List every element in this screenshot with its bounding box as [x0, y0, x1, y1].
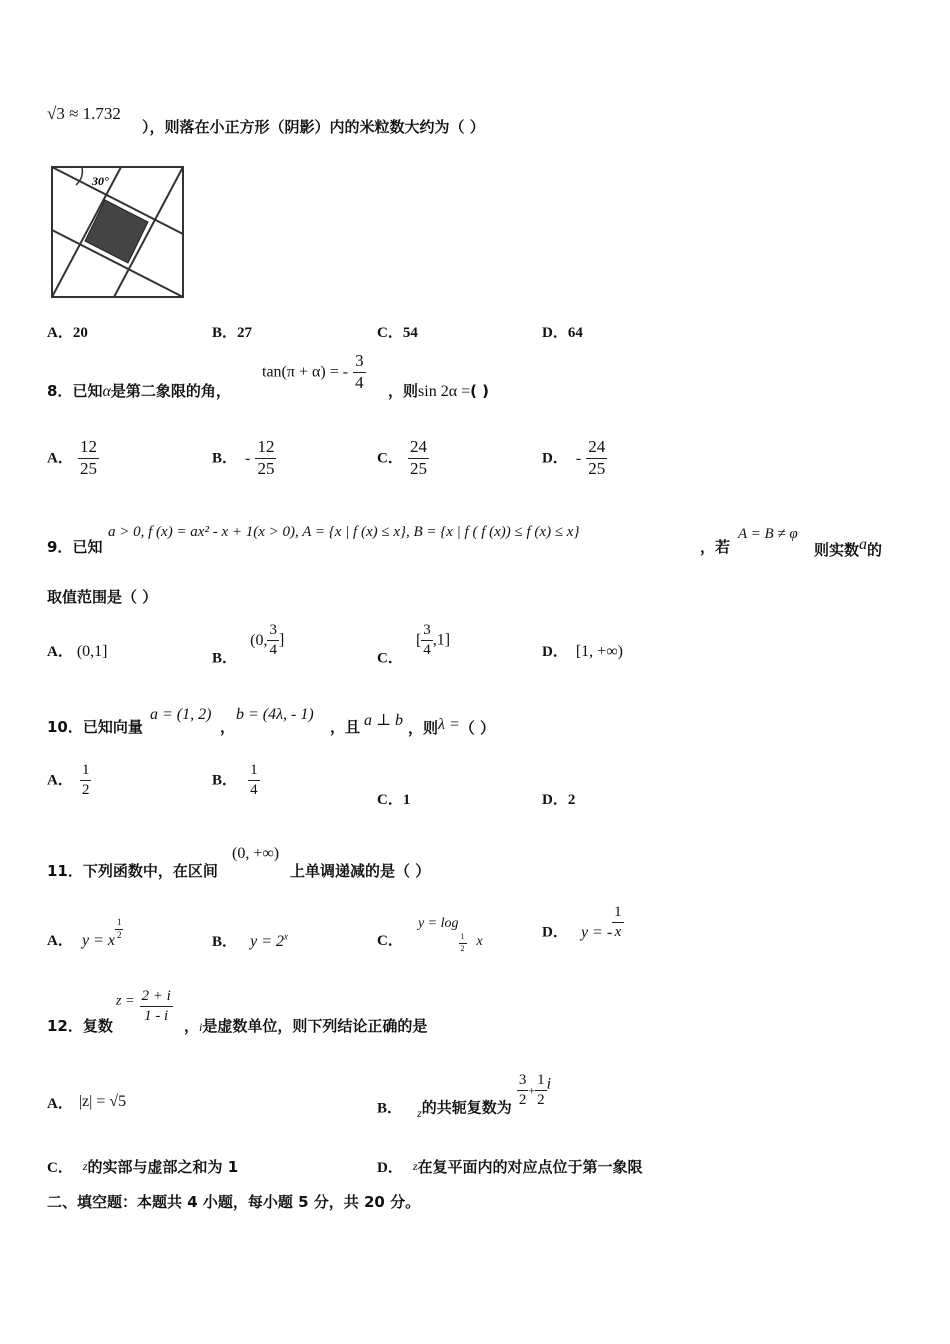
- q8-option-c[interactable]: C． $\frac{24}{25}$: [377, 437, 427, 478]
- q10-and: ，且: [330, 718, 361, 736]
- section-2-title: 二、填空题：本题共 4 小题，每小题 5 分，共 20 分。: [47, 1193, 421, 1211]
- q10-ask: ，则λ =（ ）: [408, 716, 495, 737]
- q11-option-c[interactable]: C． y = log $\frac{1}{2}$ x: [377, 916, 483, 953]
- q10-option-c[interactable]: C．1: [377, 792, 411, 808]
- q12-stem-lead: 12．复数: [47, 1017, 113, 1035]
- q8-given: tan(π + α) = - $\frac{3}{4}$: [262, 351, 364, 392]
- q10-option-a[interactable]: A． $\frac{1}{2}$: [47, 762, 90, 798]
- q9-stem-tail: 则实数a的: [814, 536, 883, 559]
- q9-stem-if: ，若: [700, 538, 731, 556]
- q10-option-b[interactable]: B． $\frac{1}{4}$: [212, 762, 258, 798]
- q11-stem-tail: 上单调递减的是（ ）: [290, 862, 431, 880]
- q7-square-figure: [48, 164, 188, 300]
- q9-stem-math: a > 0, f (x) = ax² - x + 1(x > 0), A = {x | f (x) ≤ x}, B = {x | f ( f (x)) ≤ f (x) ≤ x}: [108, 524, 580, 540]
- q10-perp: a ⊥ b: [364, 712, 404, 729]
- q10-sep: ，: [220, 718, 236, 736]
- q7-stem-text: ），则落在小正方形（阴影）内的米粒数大约为（ ）: [142, 118, 485, 136]
- q8-ask: ，则sin 2α =( ): [388, 382, 490, 400]
- q11-option-b[interactable]: B． $y = 2^x$: [212, 931, 289, 950]
- q7-option-c[interactable]: C．54: [377, 325, 418, 341]
- q10-option-d[interactable]: D．2: [542, 792, 576, 808]
- q7-figure-angle-label: 30°: [92, 174, 109, 188]
- q11-option-a[interactable]: A． y = x $\frac{1}{2}$: [47, 917, 122, 949]
- q7-stem-math: √3 ≈ 1.732: [47, 104, 121, 123]
- q12-option-a[interactable]: A． |z| = √5: [47, 1093, 127, 1112]
- q9-condition: A = B ≠ φ: [738, 526, 798, 542]
- q9-option-a[interactable]: A． (0,1]: [47, 643, 108, 660]
- q8-option-d[interactable]: D． - $\frac{24}{25}$: [542, 437, 606, 478]
- q9-stem-lead: 9．已知: [47, 538, 103, 556]
- q12-z-definition: z = $\frac{2 + i}{1 - i}$: [116, 988, 171, 1024]
- q11-interval: (0, +∞): [232, 845, 280, 862]
- q8-stem: 8．已知α是第二象限的角，: [47, 382, 231, 400]
- q7-option-d[interactable]: D．64: [542, 325, 583, 341]
- q12-option-b[interactable]: B． $_z$的共轭复数为 $\frac{3}{2}$ + $\frac{1}{2}$ i: [377, 1072, 552, 1120]
- q11-option-d[interactable]: D． y = - $\frac{1}{x}$: [542, 904, 622, 941]
- q12-option-c[interactable]: C． z的实部与虚部之和为 1: [47, 1158, 239, 1176]
- q12-stem-tail: ，i是虚数单位，则下列结论正确的是: [184, 1017, 428, 1035]
- q9-option-d[interactable]: D． [1, +∞): [542, 643, 623, 660]
- q8-option-a[interactable]: A． $\frac{12}{25}$: [47, 437, 97, 478]
- q7-option-b[interactable]: B．27: [212, 325, 253, 341]
- q10-vector-b: b = (4λ, - 1): [236, 706, 314, 723]
- q7-option-a[interactable]: A．20: [47, 325, 88, 341]
- q9-option-c[interactable]: C． [ $\frac{3}{4}$ ,1]: [377, 622, 451, 667]
- q10-vector-a: a = (1, 2): [150, 706, 212, 723]
- q8-option-b[interactable]: B． - $\frac{12}{25}$: [212, 437, 275, 478]
- q9-stem-line2: 取值范围是（ ）: [47, 588, 158, 606]
- q10-stem-lead: 10．已知向量: [47, 718, 143, 736]
- q9-option-b[interactable]: B． (0, $\frac{3}{4}$ ]: [212, 622, 285, 667]
- q12-option-d[interactable]: D． z在复平面内的对应点位于第一象限: [377, 1158, 643, 1176]
- q11-stem-lead: 11．下列函数中，在区间: [47, 862, 218, 880]
